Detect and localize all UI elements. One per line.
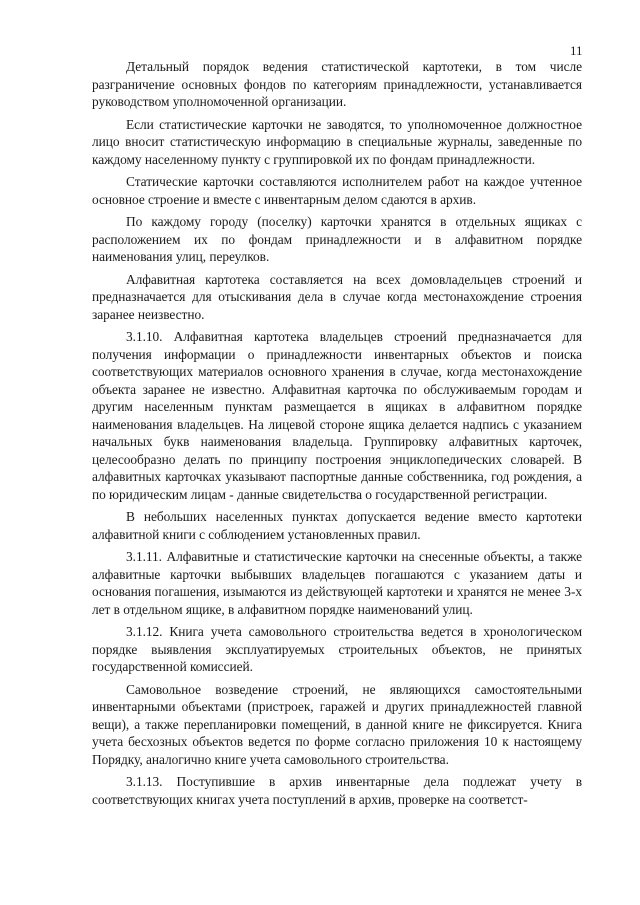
paragraph-section-3-1-10: 3.1.10. Алфавитная картотека владельцев строений предназначается для получения информации о принадлежности инвентарных объектов и поиска соответствующих материалов основного хранения в случае, когда местонахождение объекта заранее не известно. Алфавитная карточка по обслуживаемым городам и другим населенным пунктам размещается в ящиках в алфавитном порядке наименования владельцев. На лицевой стороне ящика делается надпись с указанием начальных букв наименования владельца. Группировку алфавитных карточек, целесообразно делать по принципу построения энциклопедических словарей. В алфавитных карточках указывают паспортные данные собственника, год рождения, а по юридическим лицам - данные свидетельства о государственной регистрации. — [92, 329, 582, 502]
paragraph-special-journals: Если статистические карточки не заводятся, то уполномоченное должностное лицо вносит статистическую информацию в специальные журналы, заведенные по каждому населенному пункту с группировкой их по фондам принадлежности. — [92, 116, 582, 167]
paragraph-section-3-1-12: 3.1.12. Книга учета самовольного строительства ведется в хронологическом порядке выявления эксплуатируемых строительных объектов, не принятых государственной комиссией. — [92, 624, 582, 674]
paragraph-card-submission: Статические карточки составляются исполнителем работ на каждое учтенное основное строение и вместе с инвентарным делом сдаются в архив. — [92, 174, 582, 207]
paragraph-section-3-1-13: 3.1.13. Поступившие в архив инвентарные дела подлежат учету в соответствующих книгах учета поступлений в архив, проверке на соответст- — [92, 774, 582, 807]
paragraph-statistical-card-procedure: Детальный порядок ведения статистической картотеки, в том числе разграничение основных фондов по категориям принадлежности, устанавливается руководством уполномоченной организации. — [92, 59, 582, 109]
paragraph-section-3-1-11: 3.1.11. Алфавитные и статистические карточки на снесенные объекты, а также алфавитные карточки выбывших владельцев погашаются с указанием даты и основания погашения, изымаются из действующей картотеки и хранятся не менее 3-х лет в отдельном ящике, в алфавитном порядке наименований улиц. — [92, 549, 582, 617]
paragraph-unauthorized-construction: Самовольное возведение строений, не являющихся самостоятельными инвентарными объектами (пристроек, гаражей и других принадлежностей главной вещи), а также перепланировки помещений, в данной книге не фиксируется. Книга учета бесхозных объектов ведется по форме согласно приложения 10 к настоящему Порядку, аналогично книге учета самовольного строительства. — [92, 681, 582, 767]
paragraph-card-storage: По каждому городу (поселку) карточки хранятся в отдельных ящиках с расположением их по фондам принадлежности и в алфавитном порядке наименования улиц, переулков. — [92, 214, 582, 264]
document-body — [92, 58, 582, 808]
page-number: 11 — [570, 43, 583, 58]
paragraph-alphabetical-index: Алфавитная картотека составляется на всех домовладельцев строений и предназначается для отыскивания дела в случае когда местонахождение строения заранее неизвестно. — [92, 271, 582, 322]
paragraph-alphabetical-book: В небольших населенных пунктах допускается ведение вместо картотеки алфавитной книги с соблюдением установленных правил. — [92, 509, 582, 542]
